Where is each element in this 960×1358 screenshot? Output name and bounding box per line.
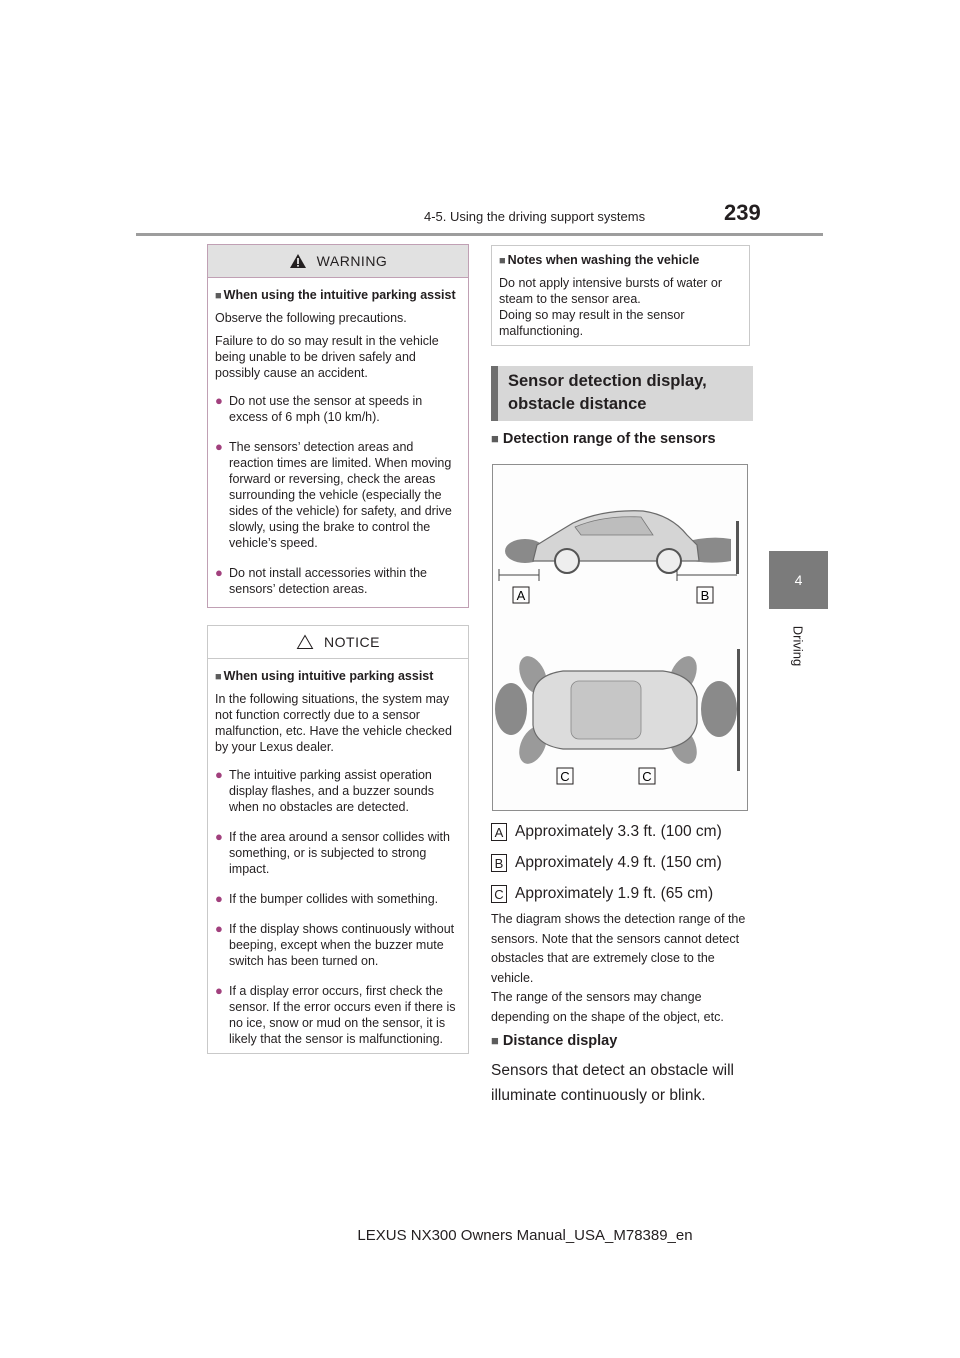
legend-text-a: Approximately 3.3 ft. (100 cm) xyxy=(515,823,722,840)
notes-para-2: Doing so may result in the sensor malfunctioning. xyxy=(499,308,685,338)
notice-bullet: ● The intuitive parking assist operation display flashes, and a buzzer sounds when no obstacles are detected. xyxy=(215,767,434,814)
bullet-dot-icon: ● xyxy=(215,983,223,998)
notice-bullet: ● If the area around a sensor collides with something, or is subjected to strong impact. xyxy=(215,829,450,876)
section-heading: Sensor detection display, obstacle distance xyxy=(491,366,753,421)
rear-lobe-top xyxy=(495,683,527,735)
front-range-bar-top xyxy=(737,649,740,771)
legend-text-c: Approximately 1.9 ft. (65 cm) xyxy=(515,885,714,902)
notice-body xyxy=(208,659,468,1047)
warning-body xyxy=(208,278,468,597)
diagram-note-1: The diagram shows the detection range of the sensors. Note that the sensors cannot detect obstacles that are extremely close to the vehicle. xyxy=(491,912,746,985)
warning-header xyxy=(208,245,468,278)
notice-bullet: ● If a display error occurs, first check the sensor. If the error occurs even if there is no ice, snow or mud on the sensor, it is likely that the sensor is malfunctioning. xyxy=(215,983,456,1046)
warning-bullet: ● Do not install accessories within the sensors’ detection areas. xyxy=(215,565,428,596)
label-c1: C xyxy=(560,769,570,784)
bullet-dot-icon: ● xyxy=(215,767,223,782)
label-c2: C xyxy=(642,769,652,784)
distance-display-text: Sensors that detect an obstacle will illuminate continuously or blink. xyxy=(491,1062,734,1104)
warning-bullet: ● The sensors’ detection areas and reaction times are limited. When moving forward or reversing, check the areas surrounding the vehicle (especially the sides of the vehicle) for safety, and drive slowly, using the brake to control the vehicle’s speed. xyxy=(215,439,452,550)
legend-text-b: Approximately 4.9 ft. (150 cm) xyxy=(515,854,722,871)
chapter-label-area xyxy=(773,618,823,678)
warning-bullet: ● Do not use the sensor at speeds in excess of 6 mph (10 km/h). xyxy=(215,393,423,424)
section-title: 4-5. Using the driving support systems xyxy=(424,209,646,224)
notice-triangle-icon xyxy=(296,634,314,650)
bullet-dot-icon: ● xyxy=(215,565,223,580)
diagram-svg xyxy=(493,465,747,810)
notes-para-1: Do not apply intensive bursts of water or steam to the sensor area. xyxy=(499,276,723,306)
bullet-dot-icon: ● xyxy=(215,439,223,454)
notice-header xyxy=(208,626,468,659)
car-wheel-rear-icon xyxy=(555,549,579,573)
chapter-tab[interactable] xyxy=(769,551,828,609)
bullet-dot-icon: ● xyxy=(215,921,223,936)
notes-body xyxy=(492,246,749,339)
page-number: 239 xyxy=(724,200,761,225)
legend-row-c xyxy=(491,883,713,905)
notice-para-1: In the following situations, the system may not function correctly due to a sensor malfunction, etc. Have the vehicle checked by your Lexus dealer. xyxy=(215,692,452,754)
bullet-dot-icon: ● xyxy=(215,829,223,844)
car-roof-icon xyxy=(571,681,641,739)
warning-para-1: Observe the following precautions. xyxy=(215,311,407,325)
label-b: B xyxy=(700,588,710,603)
diagram-note-2: The range of the sensors may change depending on the shape of the object, etc. xyxy=(491,990,724,1024)
warning-heading: WARNING xyxy=(316,253,388,269)
warning-box xyxy=(207,244,469,608)
legend-letter-a: A xyxy=(491,823,507,841)
notice-subtitle: ■ When using intuitive parking assist xyxy=(215,669,434,683)
label-a: A xyxy=(516,588,526,603)
front-lobe-top xyxy=(701,681,737,737)
legend-row-b xyxy=(491,852,722,874)
sensor-range-diagram xyxy=(492,464,748,811)
detection-range-title: ■ Detection range of the sensors xyxy=(491,431,716,447)
chapter-number: 4 xyxy=(794,572,803,588)
legend-letter-c: C xyxy=(491,885,507,903)
header-rule xyxy=(136,233,823,236)
footer-manual-id: LEXUS NX300 Owners Manual_USA_M78389_en xyxy=(357,1227,693,1244)
notice-bullet: ● If the display shows continuously without beeping, except when the buzzer mute switch has been turned on. xyxy=(215,921,455,968)
rear-range-bar-side xyxy=(736,521,739,574)
notes-box xyxy=(491,245,750,346)
notice-box xyxy=(207,625,469,1054)
notice-bullet: ● If the bumper collides with something. xyxy=(215,891,439,906)
warning-triangle-icon xyxy=(289,253,307,269)
diagram-notes xyxy=(491,910,756,1027)
bullet-dot-icon: ● xyxy=(215,393,223,408)
legend-letter-b: B xyxy=(491,854,507,872)
distance-display-title: ■ Distance display xyxy=(491,1033,618,1049)
warning-subtitle: ■ When using the intuitive parking assist xyxy=(215,288,456,302)
bullet-dot-icon: ● xyxy=(215,891,223,906)
legend-row-a xyxy=(491,821,722,843)
warning-para-2: Failure to do so may result in the vehicle being unable to be driven safely and possibly cause an accident. xyxy=(215,334,439,380)
chapter-label: Driving xyxy=(790,625,806,667)
notice-heading: NOTICE xyxy=(324,634,380,650)
notes-subtitle: ■ Notes when washing the vehicle xyxy=(499,253,700,267)
